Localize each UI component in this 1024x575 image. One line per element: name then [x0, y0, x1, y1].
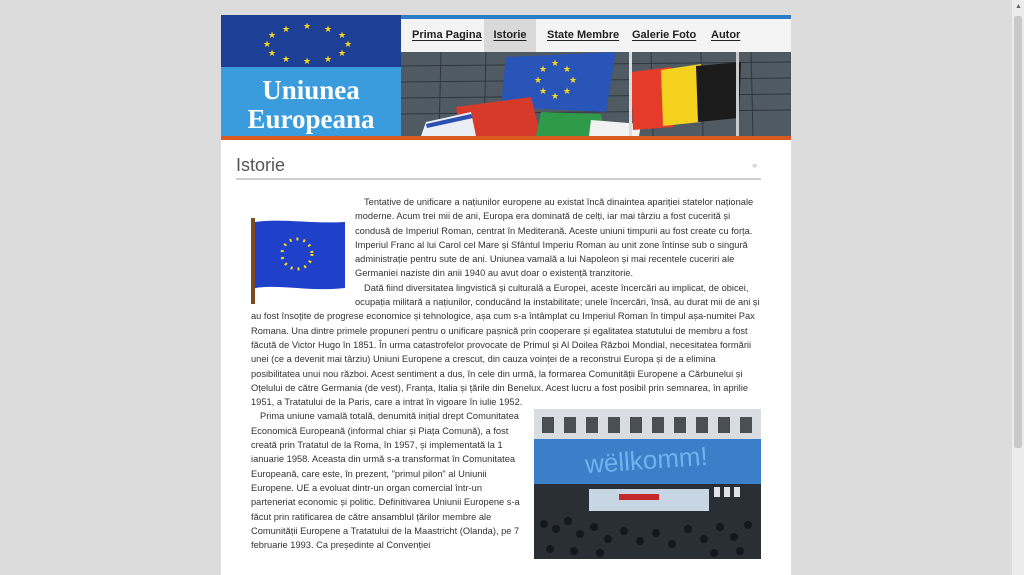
- nav-galerie-foto[interactable]: Galerie Foto: [632, 29, 697, 41]
- eu-flag-photo: [251, 214, 351, 304]
- logo-line-1: Uniunea: [262, 75, 360, 105]
- banner-text: wëllkomm!: [584, 441, 709, 480]
- svg-text:★: ★: [262, 39, 272, 49]
- eu-flag-logo[interactable]: [221, 15, 401, 67]
- flags-banner-image: [401, 52, 791, 136]
- svg-text:★: ★: [534, 75, 543, 85]
- nav-autor[interactable]: Autor: [711, 29, 741, 41]
- title-underline: [236, 178, 761, 180]
- print-icon[interactable]: ⌖: [752, 161, 758, 172]
- svg-text:★: ★: [281, 54, 291, 64]
- page-title: Istorie: [236, 155, 286, 175]
- article-body: [251, 195, 761, 559]
- scroll-up-arrow-icon[interactable]: ▲: [1015, 3, 1022, 10]
- svg-text:★: ★: [267, 30, 277, 40]
- svg-text:★: ★: [551, 91, 560, 101]
- svg-text:★: ★: [539, 86, 548, 96]
- svg-text:★: ★: [551, 58, 560, 68]
- svg-text:★: ★: [302, 21, 312, 31]
- site-logo[interactable]: [221, 67, 401, 136]
- main-nav: [401, 15, 791, 52]
- vertical-scrollbar[interactable]: [1012, 0, 1024, 575]
- svg-text:★: ★: [323, 54, 333, 64]
- nav-prima-pagina[interactable]: Prima Pagina: [412, 29, 482, 41]
- paragraph-3: Prima uniune vamală totală, denumită inițial drept Comunitatea Economică Europeană (informal chiar și Piața Comună), a fost creată prin Tratatul de la Roma, în 1957, și implementată la 1 ianuarie 1958. Aceasta din urmă s-a transformat în Comunitatea Europeană, care este, în prezent, "primul pilon" al Uniunii Europene. UE a evoluat dintr-un organ comercial într-un parteneriat economic și politic. Definitivarea Uniunii Europene s-a făcut prin ratificarea de către ansamblul țărilor membre ale Comunității Europene a Tratatului de la Maastricht (Olanda), pe 7 februarie 1993. Ca președinte al Convenției: [251, 411, 520, 551]
- svg-text:★: ★: [539, 64, 548, 74]
- svg-text:★: ★: [563, 64, 572, 74]
- header-divider: [221, 136, 791, 140]
- svg-text:★: ★: [267, 48, 277, 58]
- paragraph-2: Dată fiind diversitatea lingvistică și culturală a Europei, aceste încercări au implicat, de obicei, ocupația militară a națiunilor, conducând la instabilitate; unele încercări, însă, au durat mii de ani și au fost însoțite de progrese economice și tehnologice, așa cum s-a întâmplat cu Imperiul Roman în timpul așa-numitei Pax Romana. Una dintre primele propuneri pentru o unificare pașnică prin cooperare și egalitatea statutului de membru a fost făcută de Victor Hugo în 1851. În urma catastrofelor provocate de Primul și Al Doilea Război Mondial, necesitatea formării unei (ce a devenit mai târziu) Uniuni Europene a crescut, din cauza voinței de a reconstrui Europa și de a elimina posibilitatea unui nou război. Acest sentiment a dus, în cele din urmă, la formarea Comunității Europene a Cărbunelui și Oțelului de către Germania (de vest), Franța, Italia și țările din Benelux. Acest lucru a fost posibil prin semnarea, în aprilie 1951, a Tratatului de la Paris, care a intrat în vigoare în iulie 1952.: [251, 282, 760, 408]
- welcome-ceremony-photo: [534, 409, 761, 559]
- svg-text:★: ★: [302, 56, 312, 66]
- svg-text:★: ★: [569, 75, 578, 85]
- svg-text:★: ★: [337, 30, 347, 40]
- nav-state-membre[interactable]: State Membre: [547, 29, 620, 41]
- svg-text:★: ★: [563, 86, 572, 96]
- svg-text:★: ★: [323, 24, 333, 34]
- svg-text:★: ★: [337, 48, 347, 58]
- scrollbar-thumb[interactable]: [1014, 16, 1022, 448]
- logo-line-2: Europeana: [247, 104, 375, 134]
- nav-istorie[interactable]: Istorie: [484, 19, 536, 52]
- svg-text:★: ★: [281, 24, 291, 34]
- eu-stars-icon: [221, 15, 401, 67]
- svg-text:★: ★: [343, 39, 353, 49]
- paragraph-1: Tentative de unificare a națiunilor europene au existat încă dinaintea apariției statelor naționale moderne. Acum trei mii de ani, Europa era dominată de celți, iar mai târziu a fost cucerită și condusă de Imperiul Roman, centrat în Mediterană. Aceste uniuni timpurii au fost create cu forța. Imperiul Franc al lui Carol cel Mare și Sfântul Imperiu Roman au unit zone întinse sub o singură administrație pentru sute de ani. Uniunea vamală a lui Napoleon și mai recentele cuceriri ale Germaniei naziste din anii 1940 au avut doar o existență tranzitorie.: [355, 197, 754, 279]
